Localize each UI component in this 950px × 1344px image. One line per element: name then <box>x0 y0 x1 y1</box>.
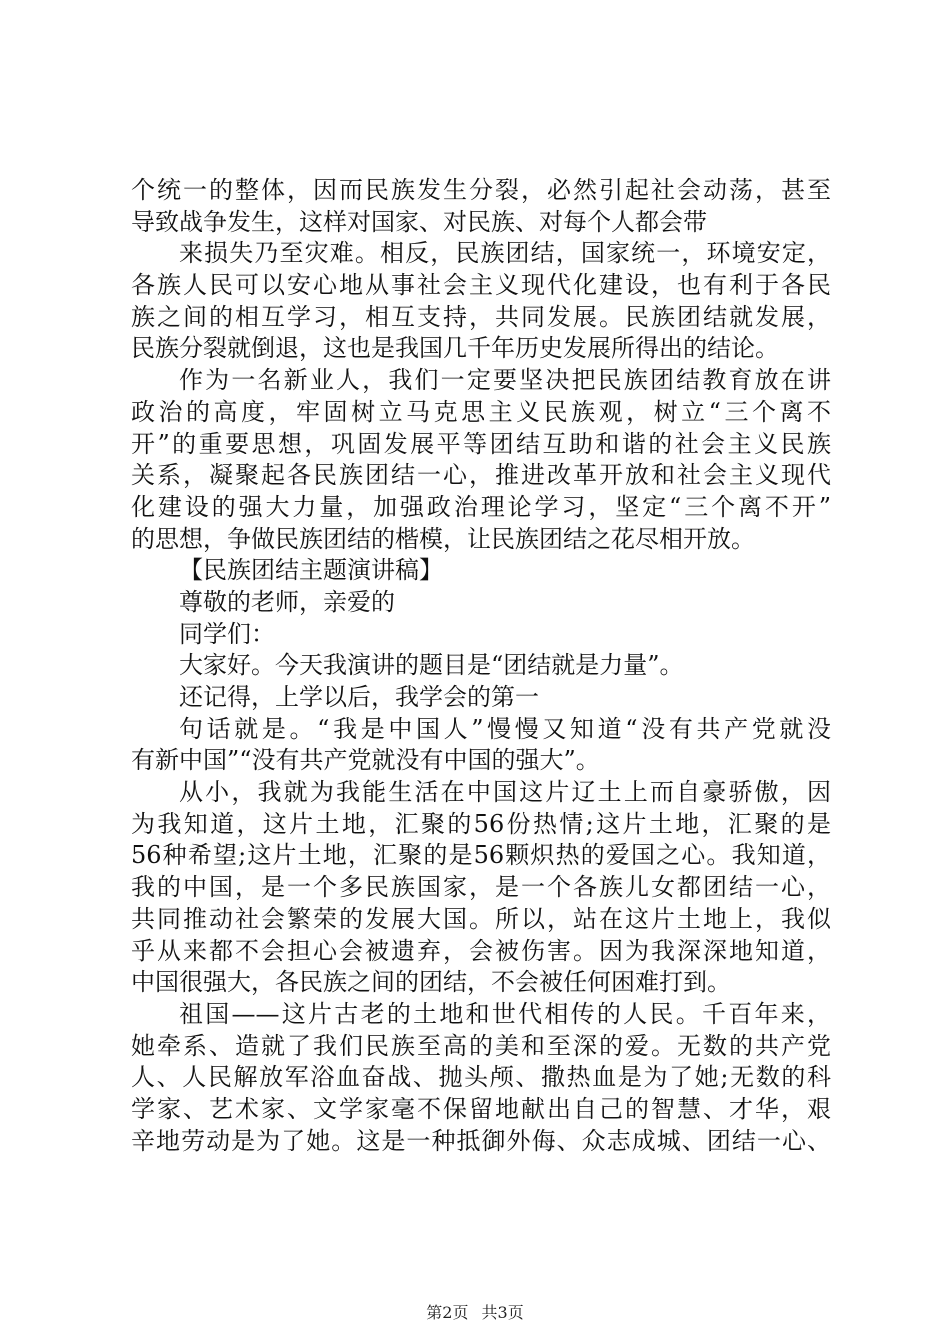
body-text <box>131 175 831 1157</box>
text-line: 开”的重要思想，巩固发展平等团结互助和谐的社会主义民族 <box>131 429 831 458</box>
text-line: 【民族团结主题演讲稿】 <box>179 556 443 585</box>
page-footer <box>0 1300 950 1323</box>
text-line: 化建设的强大力量，加强政治理论学习，坚定“三个离不开” <box>131 492 831 521</box>
text-line: 为我知道，这片土地，汇聚的56份热情;这片土地，汇聚的是 <box>131 809 831 838</box>
text-line: 祖国——这片古老的土地和世代相传的人民。千百年来， <box>179 999 831 1028</box>
text-line: 句话就是。“我是中国人”慢慢又知道“没有共产党就没 <box>179 714 831 743</box>
text-line: 导致战争发生，这样对国家、对民族、对每个人都会带 <box>131 207 707 236</box>
text-line: 政治的高度，牢固树立马克思主义民族观，树立“三个离不 <box>131 397 831 426</box>
text-line: 学家、艺术家、文学家毫不保留地献出自己的智慧、才华，艰 <box>131 1094 831 1123</box>
text-line: 56种希望;这片土地，汇聚的是56颗炽热的爱国之心。我知道， <box>131 841 831 870</box>
text-line: 从小，我就为我能生活在中国这片辽土上而自豪骄傲，因 <box>179 778 831 807</box>
text-line: 作为一名新业人，我们一定要坚决把民族团结教育放在讲 <box>179 366 831 395</box>
text-line: 来损失乃至灾难。相反，民族团结，国家统一，环境安定， <box>179 239 831 268</box>
text-line: 同学们： <box>179 619 275 648</box>
text-line: 大家好。今天我演讲的题目是“团结就是力量”。 <box>179 651 684 680</box>
text-line: 她牵系、造就了我们民族至高的美和至深的爱。无数的共产党 <box>131 1031 831 1060</box>
text-line: 的思想，争做民族团结的楷模，让民族团结之花尽相开放。 <box>131 524 755 553</box>
text-line: 还记得，上学以后，我学会的第一 <box>179 683 539 711</box>
text-line: 族之间的相互学习，相互支持，共同发展。民族团结就发展， <box>131 302 831 331</box>
text-line: 尊敬的老师，亲爱的 <box>179 587 395 616</box>
text-line: 人、人民解放军浴血奋战、抛头颅、撒热血是为了她;无数的科 <box>131 1063 831 1092</box>
text-line: 有新中国”“没有共产党就没有中国的强大”。 <box>131 746 600 775</box>
text-line: 乎从来都不会担心会被遗弃，会被伤害。因为我深深地知道， <box>131 936 831 965</box>
text-line: 民族分裂就倒退，这也是我国几千年历史发展所得出的结论。 <box>131 334 779 363</box>
page-number: 第2页 <box>426 1303 469 1322</box>
text-line: 我的中国，是一个多民族国家，是一个各族儿女都团结一心， <box>131 873 831 902</box>
text-line: 共同推动社会繁荣的发展大国。所以，站在这片土地上，我似 <box>131 904 831 933</box>
text-line: 各族人民可以安心地从事社会主义现代化建设，也有利于各民 <box>131 271 831 300</box>
text-line: 关系，凝聚起各民族团结一心，推进改革开放和社会主义现代 <box>131 461 831 490</box>
text-line: 个统一的整体，因而民族发生分裂，必然引起社会动荡，甚至 <box>131 176 831 204</box>
text-line: 中国很强大，各民族之间的团结，不会被任何困难打到。 <box>131 968 731 997</box>
page-total: 共3页 <box>481 1303 524 1322</box>
text-line: 辛地劳动是为了她。这是一种抵御外侮、众志成城、团结一心、 <box>131 1126 831 1155</box>
